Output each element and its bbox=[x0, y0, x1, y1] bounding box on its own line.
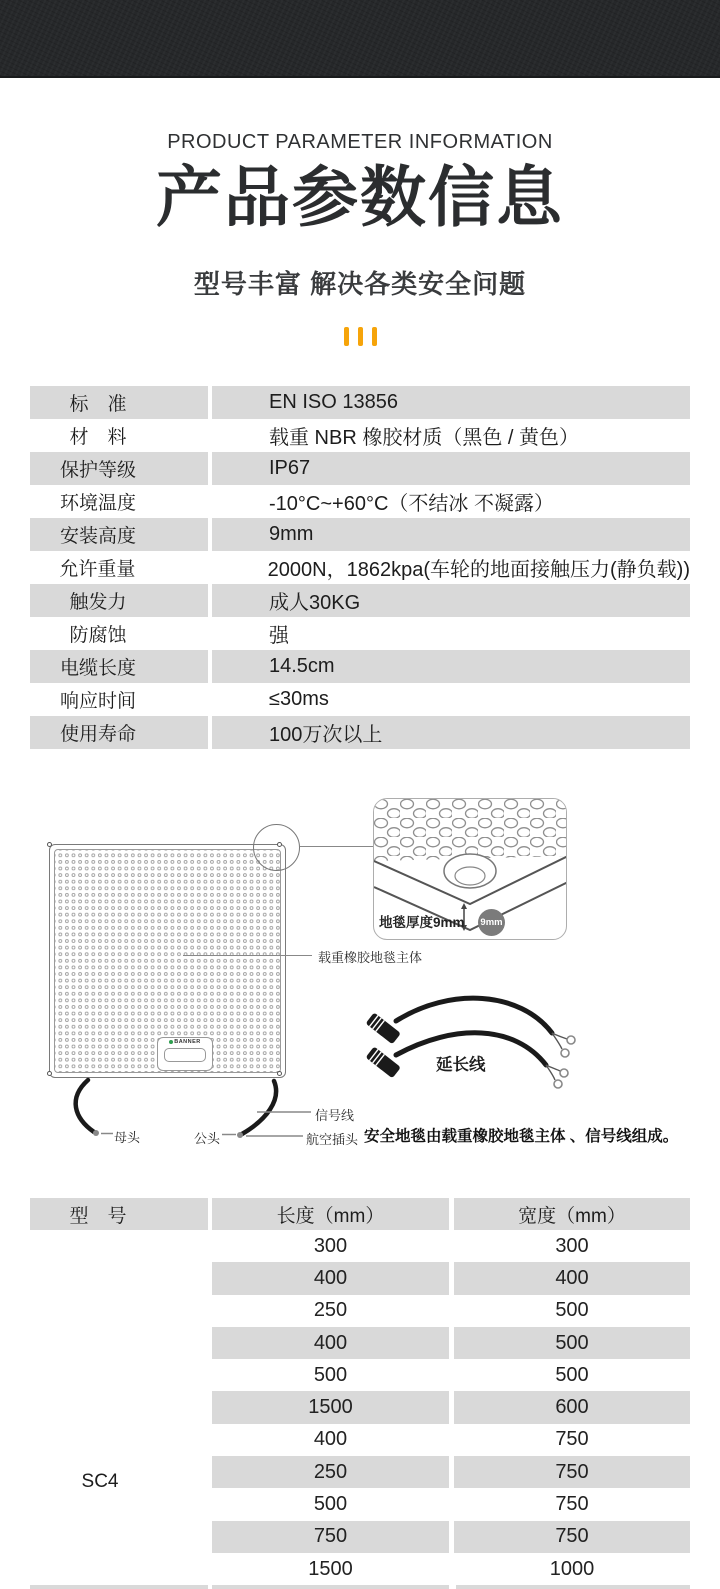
param-value: 强 bbox=[269, 625, 289, 647]
extension-cables-drawing bbox=[360, 985, 690, 1095]
callout-leader-line bbox=[300, 846, 373, 847]
param-value: 100万次以上 bbox=[212, 716, 690, 749]
female-connector-label: 母头 bbox=[114, 1130, 141, 1145]
thickness-detail-view bbox=[373, 798, 567, 940]
width-cell: 400 bbox=[454, 1262, 690, 1294]
table-row-sliver bbox=[30, 1585, 208, 1589]
length-cell: 300 bbox=[313, 1234, 348, 1257]
param-value: ≤30ms bbox=[269, 688, 329, 710]
parameter-table bbox=[30, 386, 690, 749]
param-value: IP67 bbox=[212, 452, 690, 485]
param-label: 保护等级 bbox=[30, 452, 208, 485]
param-value: -10°C~+60°C（不结冰 不凝露） bbox=[269, 493, 554, 515]
table-row bbox=[30, 1424, 690, 1456]
table-row bbox=[30, 518, 690, 551]
diagram-caption: 安全地毯由载重橡胶地毯主体 、信号线组成。 bbox=[364, 1128, 679, 1145]
screw-dot bbox=[277, 1071, 282, 1076]
table-row bbox=[30, 1553, 690, 1585]
table-row bbox=[30, 1521, 690, 1553]
page-title: 产品参数信息 bbox=[156, 158, 564, 236]
width-cell: 500 bbox=[454, 1327, 690, 1359]
table-row bbox=[30, 485, 690, 518]
table-row bbox=[30, 683, 690, 716]
screw-dot bbox=[277, 842, 282, 847]
body-leader-line bbox=[183, 955, 312, 956]
param-label: 允许重量 bbox=[59, 559, 136, 580]
table-row bbox=[30, 1327, 690, 1359]
length-cell: 1500 bbox=[212, 1391, 449, 1423]
width-cell: 750 bbox=[555, 1493, 589, 1516]
length-cell: 400 bbox=[212, 1262, 449, 1294]
param-label: 防腐蚀 bbox=[69, 625, 127, 646]
table-row-sliver bbox=[456, 1585, 690, 1589]
param-label: 环境温度 bbox=[59, 493, 136, 514]
thickness-note: 地毯厚度9mm bbox=[379, 915, 465, 930]
table-row bbox=[30, 1391, 690, 1423]
table-row bbox=[30, 584, 690, 617]
param-label: 触发力 bbox=[30, 584, 208, 617]
brand-logo bbox=[158, 1038, 212, 1047]
param-value: 2000N，1862kpa(车轮的地面接触压力(静负载)) bbox=[267, 559, 690, 581]
brand-text: BANNER bbox=[174, 1039, 201, 1045]
table-row bbox=[30, 1262, 690, 1294]
table-row bbox=[30, 551, 690, 584]
width-cell: 750 bbox=[454, 1456, 690, 1488]
length-cell: 400 bbox=[313, 1428, 348, 1451]
param-label: 标 准 bbox=[30, 386, 208, 419]
page-subtitle: 型号丰富 解决各类安全问题 bbox=[193, 269, 527, 299]
cable-connector bbox=[366, 1012, 401, 1044]
table-row bbox=[30, 386, 690, 419]
param-label: 安装高度 bbox=[30, 518, 208, 551]
corner-callout-circle bbox=[253, 824, 300, 871]
column-header-width: 宽度（mm） bbox=[454, 1198, 690, 1230]
thickness-badge: 9mm bbox=[478, 909, 505, 936]
top-texture-band bbox=[0, 0, 720, 78]
size-table-header bbox=[30, 1198, 690, 1230]
width-cell: 300 bbox=[555, 1234, 589, 1257]
width-cell: 600 bbox=[454, 1391, 690, 1423]
table-row bbox=[30, 650, 690, 683]
param-value: 14.5cm bbox=[212, 650, 690, 683]
column-header-model: 型 号 bbox=[30, 1198, 208, 1230]
width-cell: 500 bbox=[555, 1299, 589, 1322]
screw-dot bbox=[47, 842, 52, 847]
accent-bar bbox=[372, 327, 377, 346]
accent-bar bbox=[344, 327, 349, 346]
length-cell: 400 bbox=[212, 1327, 449, 1359]
screw-dot bbox=[47, 1071, 52, 1076]
length-cell: 750 bbox=[212, 1521, 449, 1553]
param-value: EN ISO 13856 bbox=[212, 386, 690, 419]
aviation-plug-label: 航空插头 bbox=[306, 1132, 359, 1147]
table-row bbox=[30, 617, 690, 650]
eyebrow-title: PRODUCT PARAMETER INFORMATION bbox=[167, 131, 553, 153]
width-cell: 1000 bbox=[549, 1557, 595, 1580]
table-row bbox=[30, 1359, 690, 1391]
cable-connector bbox=[366, 1046, 401, 1078]
length-cell: 500 bbox=[313, 1493, 348, 1516]
table-row bbox=[30, 716, 690, 749]
length-cell: 250 bbox=[212, 1456, 449, 1488]
param-label: 材 料 bbox=[69, 427, 127, 448]
mat-body-label: 载重橡胶地毯主体 bbox=[318, 950, 423, 965]
accent-bars bbox=[0, 327, 720, 346]
logo-green-icon bbox=[169, 1040, 173, 1044]
length-cell: 1500 bbox=[308, 1557, 353, 1580]
table-row bbox=[30, 1230, 690, 1262]
param-value: 9mm bbox=[212, 518, 690, 551]
size-table bbox=[30, 1198, 690, 1585]
model-name: SC4 bbox=[81, 1471, 119, 1492]
width-cell: 500 bbox=[555, 1363, 589, 1386]
extension-line-label: 延长线 bbox=[436, 1056, 486, 1074]
male-connector-label: 公头 bbox=[194, 1131, 221, 1146]
table-row bbox=[30, 452, 690, 485]
param-value: 成人30KG bbox=[212, 584, 690, 617]
param-label: 使用寿命 bbox=[30, 716, 208, 749]
column-header-length: 长度（mm） bbox=[212, 1198, 449, 1230]
mat-brand-plate bbox=[157, 1037, 213, 1071]
table-row bbox=[30, 419, 690, 452]
accent-bar bbox=[358, 327, 363, 346]
width-cell: 750 bbox=[454, 1521, 690, 1553]
param-label: 响应时间 bbox=[59, 691, 136, 712]
length-cell: 250 bbox=[313, 1299, 348, 1322]
signal-line-label: 信号线 bbox=[315, 1108, 355, 1123]
plate-slot bbox=[164, 1048, 206, 1062]
param-value: 载重 NBR 橡胶材质（黑色 / 黄色） bbox=[269, 427, 580, 449]
param-label: 电缆长度 bbox=[30, 650, 208, 683]
table-row bbox=[30, 1295, 690, 1327]
table-row-sliver bbox=[212, 1585, 449, 1589]
length-cell: 500 bbox=[313, 1363, 348, 1386]
width-cell: 750 bbox=[555, 1428, 589, 1451]
